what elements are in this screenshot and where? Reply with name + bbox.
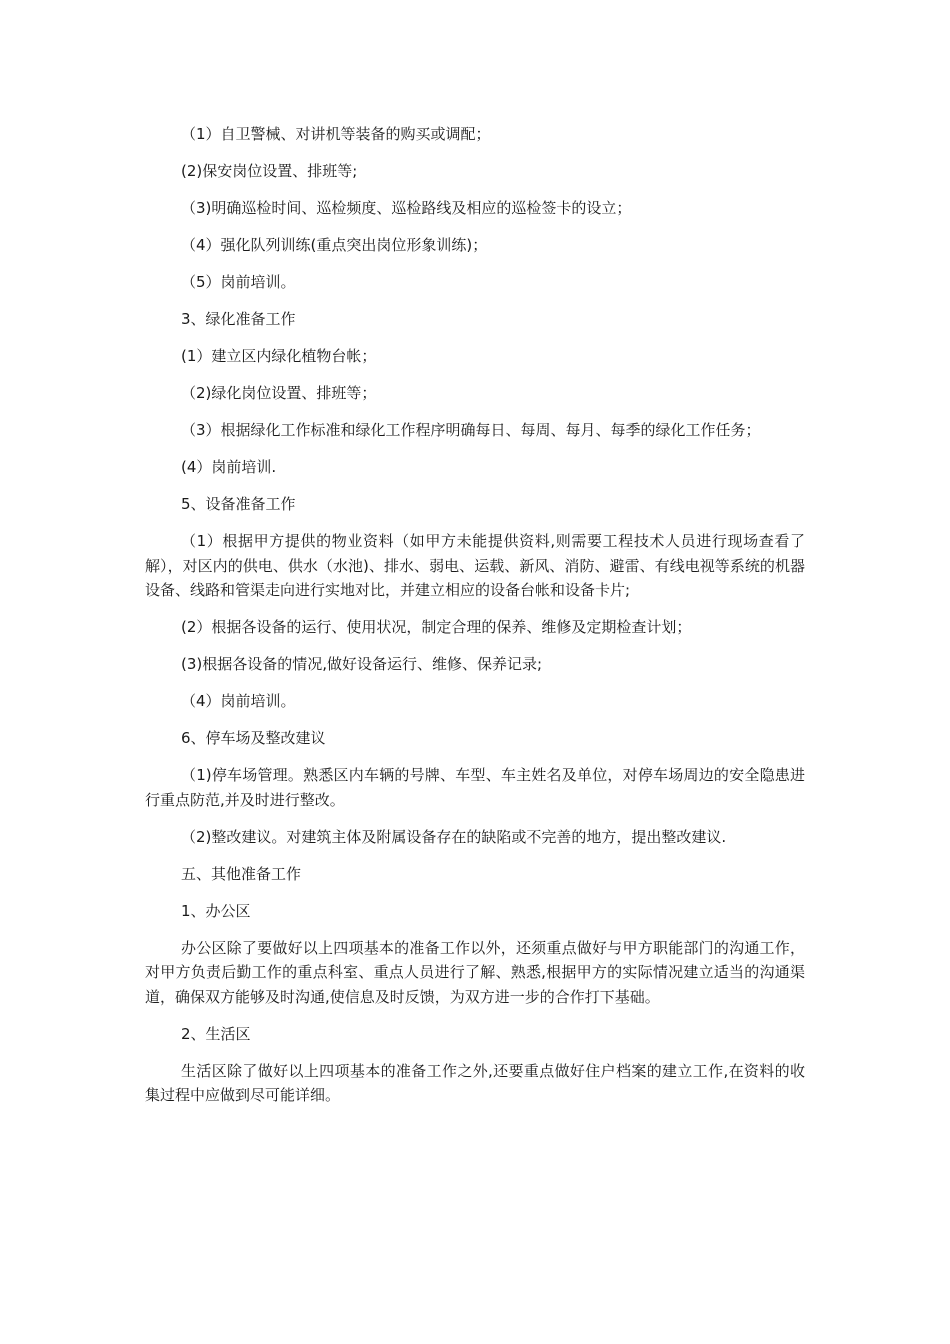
paragraph-9: （3）根据绿化工作标准和绿化工作程序明确每日、每周、每月、每季的绿化工作任务； (181, 421, 761, 439)
section-heading-equipment: 5、设备准备工作 (181, 495, 296, 513)
paragraph-8: （2)绿化岗位设置、排班等； (181, 384, 377, 402)
paragraph-12: （1）根据甲方提供的物业资料（如甲方未能提供资料,则需要工程技术人员进行现场查看了解），对区内的供电、供水（水池)、排水、弱电、运载、新风、消防、避雷、有线电视等系统的机器设备、线路和管渠走向进行实地对比，并建立相应的设备台帐和设备卡片; (145, 532, 805, 599)
paragraph-1: （1）自卫警械、对讲机等装备的购买或调配； (181, 125, 491, 143)
paragraph-5: （5）岗前培训。 (181, 273, 296, 291)
paragraph-14: (3)根据各设备的情况,做好设备运行、维修、保养记录; (181, 655, 543, 673)
paragraph-13: (2）根据各设备的运行、使用状况，制定合理的保养、维修及定期检查计划； (181, 618, 692, 636)
paragraph-living: 生活区除了做好以上四项基本的准备工作之外,还要重点做好住户档案的建立工作,在资料的收集过程中应做到尽可能详细。 (145, 1061, 805, 1104)
section-heading-other: 五、其他准备工作 (181, 864, 302, 883)
section-heading-parking: 6、停车场及整改建议 (181, 729, 326, 747)
paragraph-10: (4）岗前培训. (181, 458, 277, 476)
paragraph-7: (1）建立区内绿化植物台帐； (181, 347, 377, 365)
paragraph-17: （1)停车场管理。熟悉区内车辆的号牌、车型、车主姓名及单位，对停车场周边的安全隐患进行重点防范,并及时进行整改。 (145, 766, 805, 809)
subheading-living: 2、生活区 (181, 1024, 251, 1043)
paragraph-3: （3)明确巡检时间、巡检频度、巡检路线及相应的巡检签卡的设立； (181, 199, 632, 217)
paragraph-2: (2)保安岗位设置、排班等; (181, 162, 358, 180)
paragraph-15: （4）岗前培训。 (181, 692, 296, 710)
paragraph-4: （4）强化队列训练(重点突出岗位形象训练)； (181, 236, 488, 254)
paragraph-18: （2)整改建议。对建筑主体及附属设备存在的缺陷或不完善的地方，提出整改建议. (181, 827, 727, 846)
subheading-office: 1、办公区 (181, 901, 251, 920)
document-body (145, 122, 805, 1120)
paragraph-office: 办公区除了要做好以上四项基本的准备工作以外，还须重点做好与甲方职能部门的沟通工作，对甲方负责后勤工作的重点科室、重点人员进行了解、熟悉,根据甲方的实际情况建立适当的沟通渠道，确保双方能够及时沟通,使信息及时反馈，为双方进一步的合作打下基础。 (145, 938, 805, 1006)
section-heading-greening: 3、绿化准备工作 (181, 310, 296, 328)
